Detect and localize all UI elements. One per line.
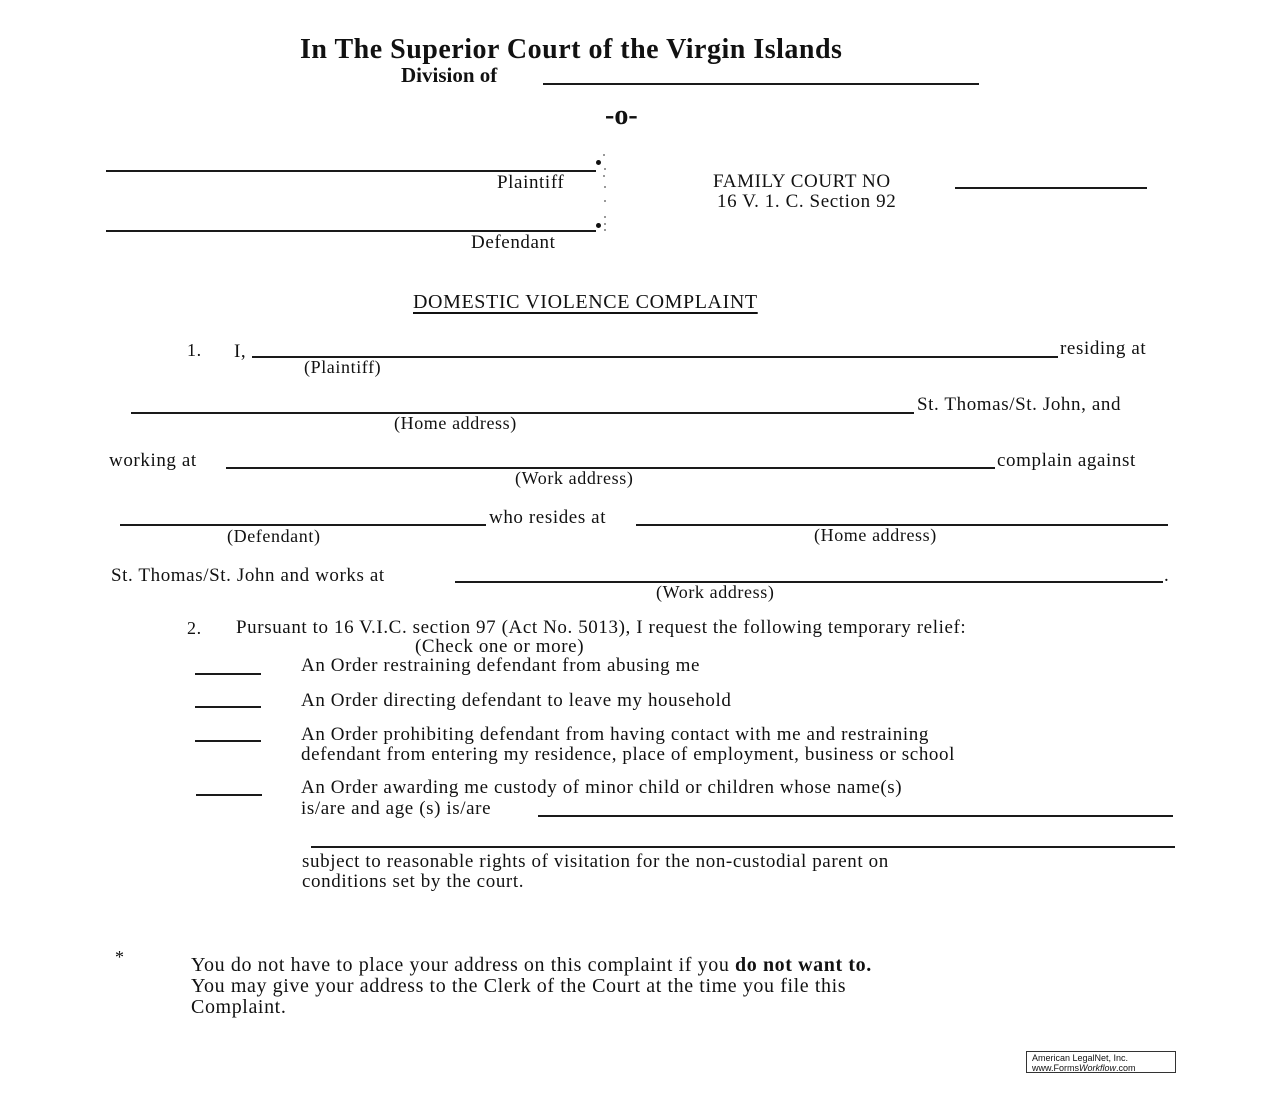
who-resides-at-label: who resides at	[489, 507, 607, 528]
children-names-ages-input[interactable]	[538, 815, 1173, 817]
note-line-2: You may give your address to the Clerk of the Court at the time you file this	[191, 975, 847, 997]
i-label: I,	[234, 341, 247, 362]
note-line-1	[191, 954, 872, 977]
caption-divider-dot	[603, 154, 605, 156]
defendant-work-address-hint: (Work address)	[656, 582, 775, 602]
plaintiff-hint: (Plaintiff)	[304, 357, 382, 377]
note-asterisk: *	[115, 947, 125, 967]
defendant-work-address-input[interactable]	[455, 581, 1163, 583]
relief-checkbox-restrain-abuse[interactable]	[195, 673, 261, 675]
island-and-label: St. Thomas/St. John, and	[917, 394, 1122, 415]
publisher-url: www.FormsWorkflow.com	[1032, 1063, 1136, 1073]
family-court-no-field[interactable]	[955, 187, 1147, 189]
caption-divider-dot	[604, 229, 606, 231]
residing-at-label: residing at	[1060, 338, 1147, 359]
caption-divider-dot	[604, 168, 606, 170]
section-1-number: 1.	[187, 340, 202, 360]
note-line-3: Complaint.	[191, 996, 287, 1018]
caption-dot	[596, 160, 601, 165]
relief-checkbox-custody[interactable]	[196, 794, 262, 796]
court-title: In The Superior Court of the Virgin Islands	[300, 34, 843, 65]
relief-option-3-line1: An Order prohibiting defendant from having contact with me and restraining	[301, 724, 929, 745]
defendant-hint: (Defendant)	[227, 526, 321, 546]
relief-option-4-line2: is/are and age (s) is/are	[301, 798, 492, 819]
separator-mark: -o-	[605, 100, 638, 131]
defendant-home-address-hint: (Home address)	[814, 525, 937, 545]
relief-option-2: An Order directing defendant to leave my household	[301, 690, 732, 711]
relief-checkbox-leave-household[interactable]	[195, 706, 261, 708]
island-works-at-label: St. Thomas/St. John and works at	[111, 565, 385, 586]
children-names-ages-input-2[interactable]	[311, 846, 1175, 848]
publisher-name: American LegalNet, Inc.	[1032, 1053, 1129, 1063]
document-title: DOMESTIC VIOLENCE COMPLAINT	[413, 291, 758, 313]
relief-intro: Pursuant to 16 V.I.C. section 97 (Act No. 5013), I request the following temporary relief:	[236, 617, 967, 638]
caption-divider-dot	[603, 175, 605, 177]
relief-option-1: An Order restraining defendant from abusing me	[301, 655, 701, 676]
defendant-label: Defendant	[471, 232, 556, 253]
working-at-label: working at	[109, 450, 197, 471]
division-field[interactable]	[543, 83, 979, 85]
complain-against-label: complain against	[997, 450, 1136, 471]
plaintiff-home-address-input[interactable]	[131, 412, 914, 414]
work-address-hint: (Work address)	[515, 468, 634, 488]
note-line-1-text: You do not have to place your address on this complaint if you	[191, 954, 736, 976]
relief-option-4-line1: An Order awarding me custody of minor child or children whose name(s)	[301, 777, 903, 798]
home-address-hint: (Home address)	[394, 413, 517, 433]
check-instruction: (Check one or more)	[415, 636, 585, 657]
caption-divider-dot	[604, 186, 606, 188]
relief-option-3-line2: defendant from entering my residence, place of employment, business or school	[301, 744, 956, 765]
custody-tail-line1: subject to reasonable rights of visitation for the non-custodial parent on	[302, 851, 889, 872]
caption-divider-dot	[604, 200, 606, 202]
section-2-number: 2.	[187, 618, 202, 638]
caption-divider-dot	[604, 223, 606, 225]
relief-checkbox-no-contact[interactable]	[195, 740, 261, 742]
statute-reference: 16 V. 1. C. Section 92	[717, 191, 897, 212]
custody-tail-line2: conditions set by the court.	[302, 871, 525, 892]
sentence-period: .	[1164, 565, 1170, 586]
caption-dot	[596, 223, 601, 228]
caption-divider-dot	[604, 216, 606, 218]
note-emphasis: do not want to.	[735, 954, 872, 976]
publisher-badge	[1026, 1051, 1176, 1073]
division-label: Division of	[401, 63, 498, 87]
family-court-no-label: FAMILY COURT NO	[713, 171, 891, 192]
plaintiff-label: Plaintiff	[497, 172, 565, 193]
